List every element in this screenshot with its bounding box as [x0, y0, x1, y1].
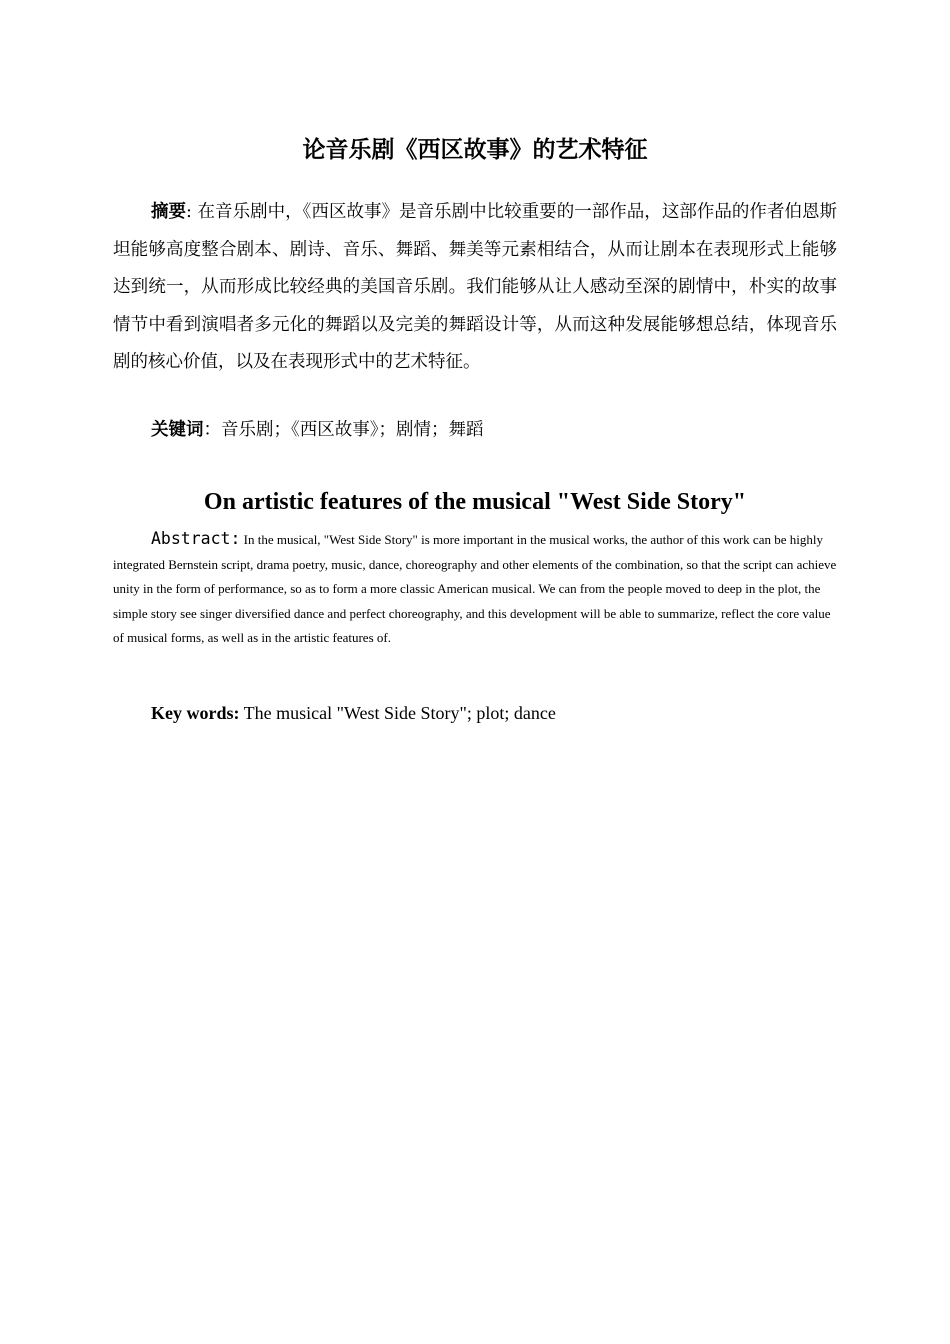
english-keywords-label: Key words: — [151, 703, 240, 723]
english-keywords — [151, 698, 556, 728]
english-title: On artistic features of the musical "West Side Story" — [203, 489, 747, 515]
chinese-abstract-label: 摘要 — [151, 202, 187, 222]
english-keywords-text: The musical "West Side Story"; plot; dance — [239, 703, 556, 723]
chinese-keywords-text: 音乐剧；《西区故事》；剧情；舞蹈 — [221, 420, 484, 440]
chinese-abstract-separator: : — [186, 202, 198, 222]
chinese-keywords-separator: ： — [203, 420, 221, 440]
chinese-keywords-label: 关键词 — [151, 420, 204, 440]
english-abstract-text: In the musical, "West Side Story" is more important in the musical works, the author of this work can be highly integrated Bernstein script, drama poetry, music, dance, choreography and other elements of the combination, so that the script can achieve unity in the form of performance, so as to form a more classic American musical. We can from the people moved to deep in the plot, the simple story see singer diversified dance and perfect choreography, and this development will be able to summarize, reflect the core value of musical forms, as well as in the artistic features of. — [113, 532, 837, 645]
english-abstract-label: Abstract: — [151, 529, 241, 548]
chinese-abstract-text: 在音乐剧中，《西区故事》是音乐剧中比较重要的一部作品，这部作品的作者伯恩斯坦能够高度整合剧本、剧诗、音乐、舞蹈、舞美等元素相结合，从而让剧本在表现形式上能够达到统一，从而形成比较经典的美国音乐剧。我们能够从让人感动至深的剧情中，朴实的故事情节中看到演唱者多元化的舞蹈以及完美的舞蹈设计等，从而这种发展能够想总结，体现音乐剧的核心价值，以及在表现形式中的艺术特征。 — [113, 202, 837, 372]
chinese-keywords — [151, 412, 484, 448]
chinese-abstract — [113, 194, 837, 382]
chinese-title: 论音乐剧《西区故事》的艺术特征 — [302, 137, 648, 163]
english-abstract — [113, 527, 837, 651]
